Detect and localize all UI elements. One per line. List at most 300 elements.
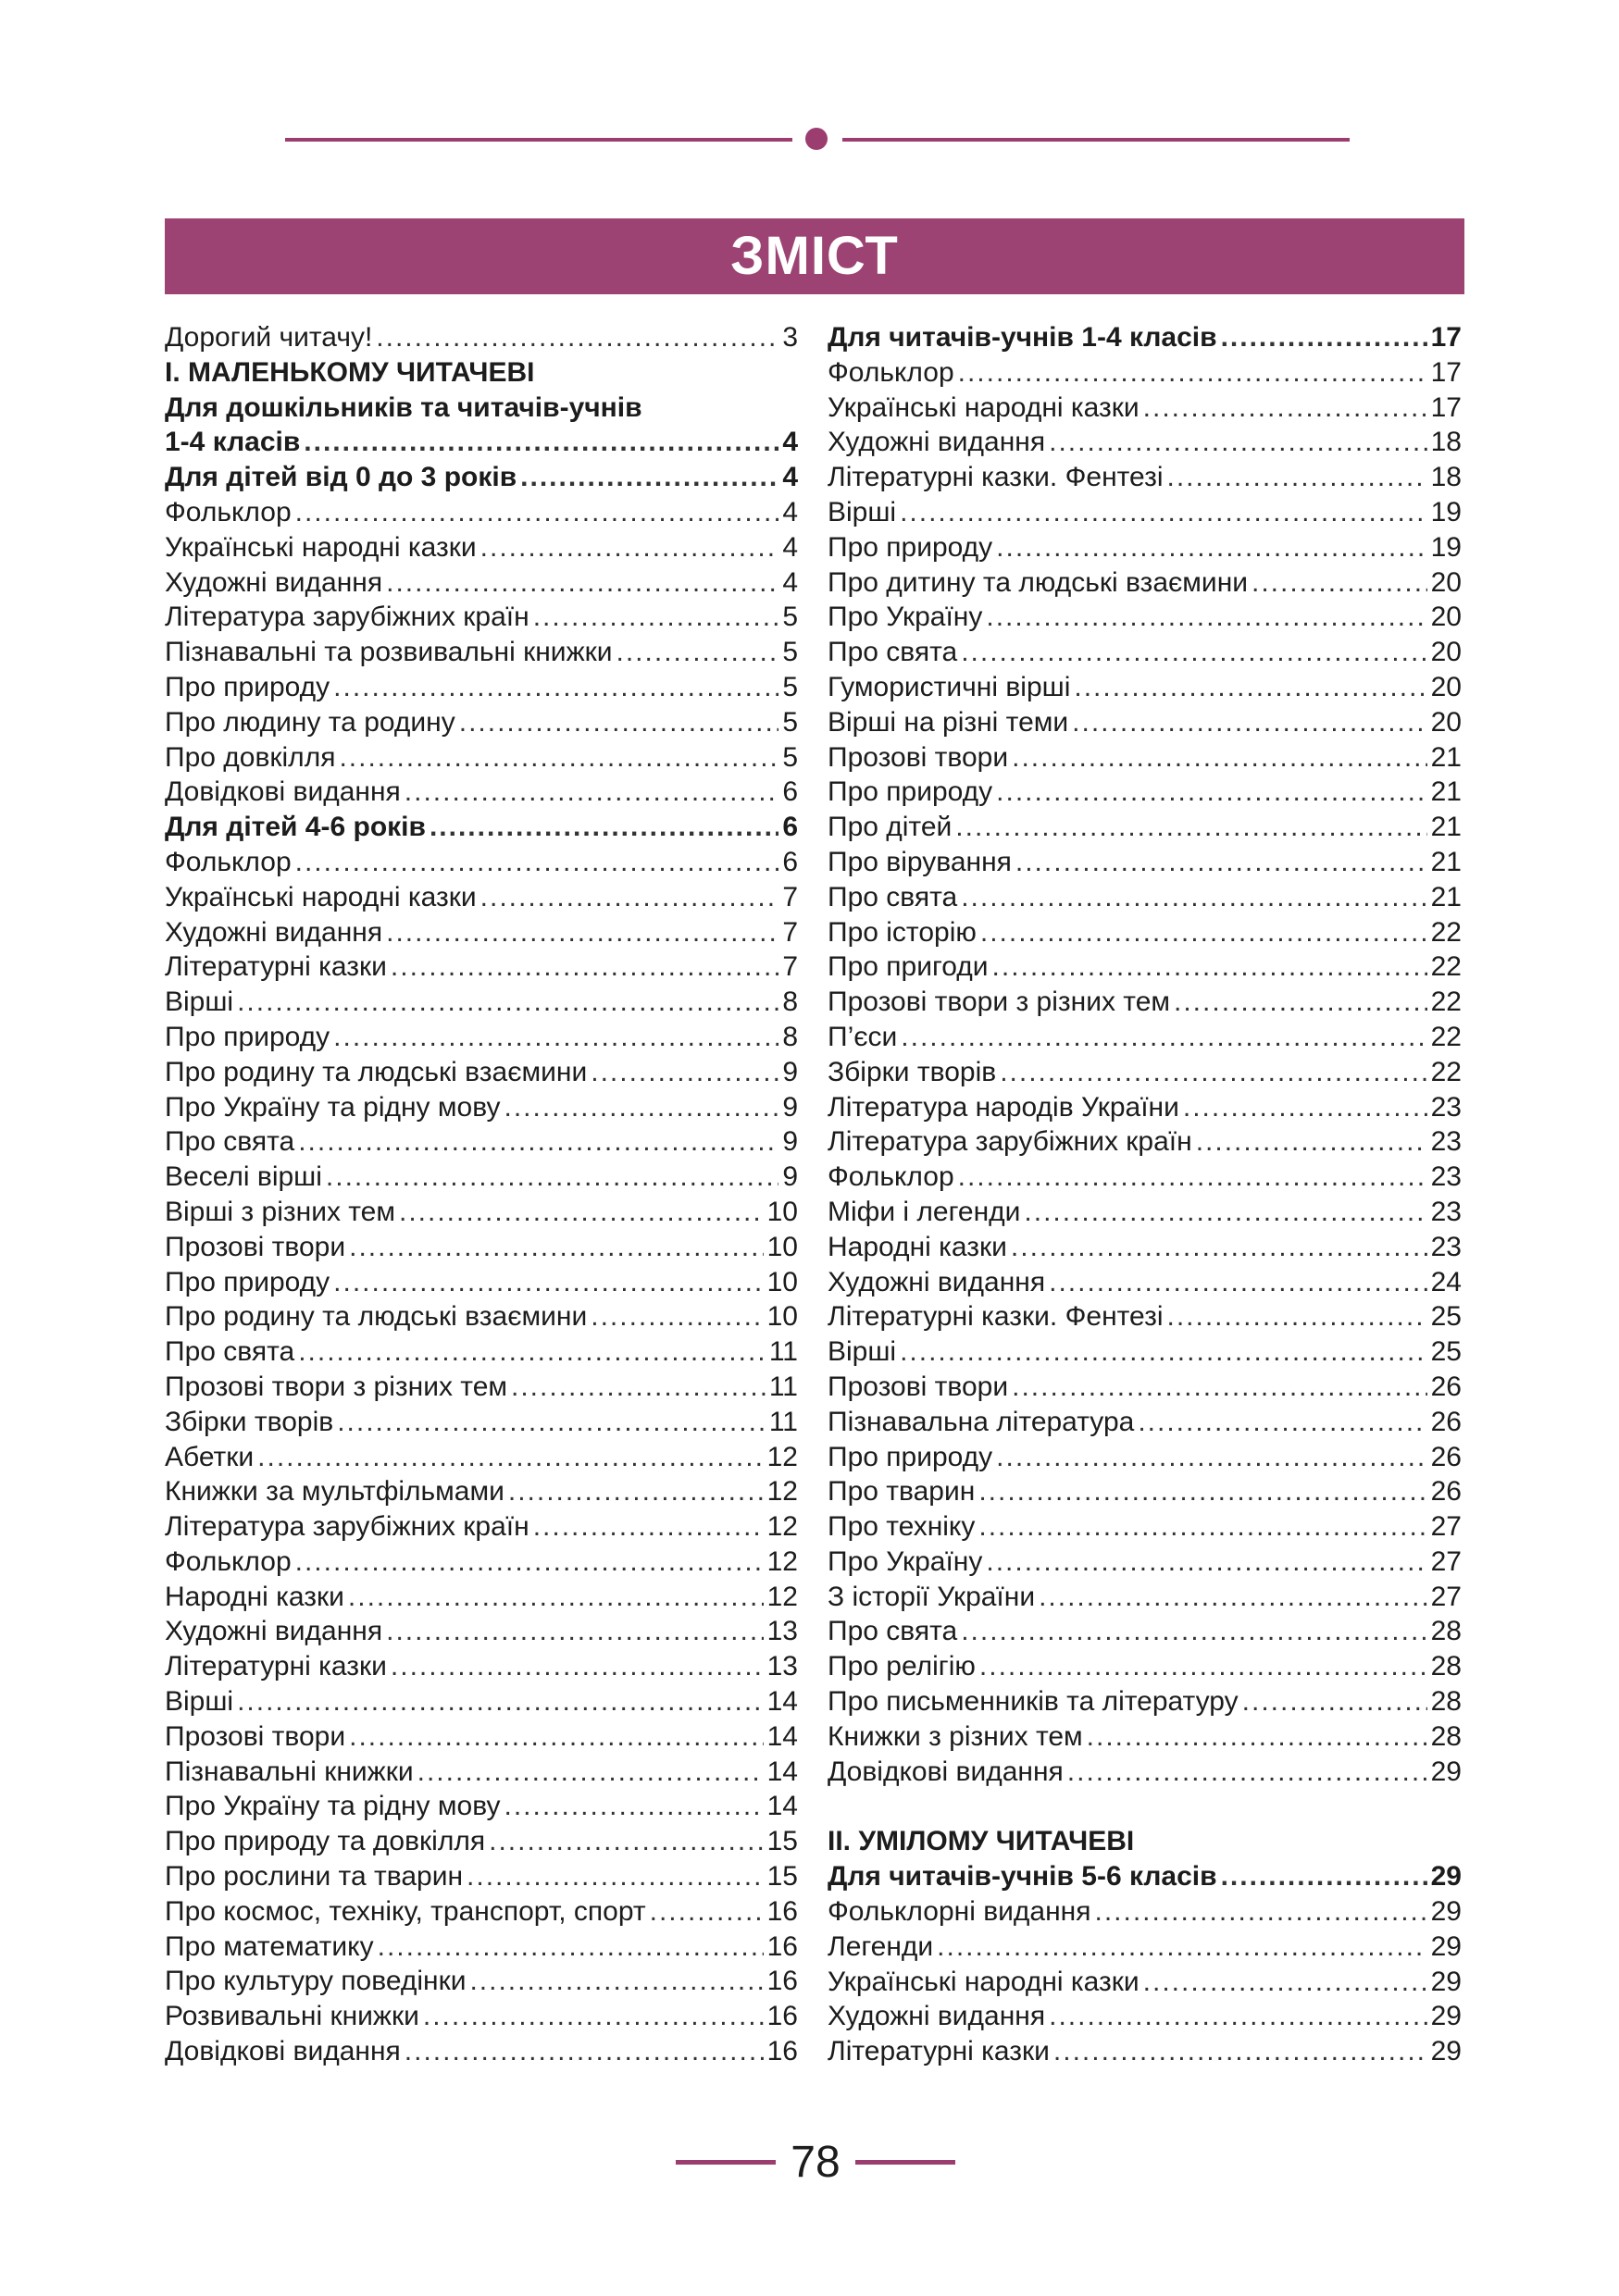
toc-leader-dots (1087, 1719, 1427, 1755)
toc-leader-dots (480, 530, 779, 565)
toc-entry-page: 14 (766, 1720, 798, 1752)
toc-entry (165, 460, 798, 495)
toc-entry (828, 600, 1462, 635)
toc-leader-dots (333, 670, 778, 705)
toc-entry-page: 4 (782, 531, 798, 563)
toc-leader-dots (405, 775, 779, 810)
toc-entry-page: 27 (1430, 1581, 1462, 1612)
toc-entry-title: Народні казки (165, 1581, 344, 1612)
toc-leader-dots (417, 1755, 764, 1790)
toc-entry-page: 26 (1430, 1406, 1462, 1437)
toc-entry (165, 1124, 798, 1160)
toc-entry-title: Пізнавальна література (828, 1406, 1135, 1437)
toc-entry-page: 29 (1430, 2001, 1462, 2032)
toc-entry (828, 1055, 1462, 1090)
toc-entry-title: Пізнавальні та розвивальні книжки (165, 637, 613, 668)
toc-leader-dots (996, 1440, 1426, 1475)
toc-entry-title: Літературні казки (165, 951, 387, 983)
toc-entry (828, 1124, 1462, 1160)
toc-entry-title: Художні видання (165, 1616, 383, 1647)
toc-entry-title: Про Україну та рідну мову (165, 1791, 501, 1822)
toc-leader-dots (459, 705, 779, 740)
toc-entry (828, 1230, 1462, 1265)
toc-entry (828, 1999, 1462, 2034)
toc-entry-title: Літературні казки (165, 1651, 387, 1682)
toc-entry (828, 530, 1462, 565)
toc-entry (828, 355, 1462, 391)
toc-entry-page: 14 (766, 1791, 798, 1822)
toc-entry (165, 530, 798, 565)
toc-entry-page: 12 (766, 1511, 798, 1543)
toc-entry-page: 8 (782, 1021, 798, 1052)
toc-entry (165, 810, 798, 845)
toc-leader-dots (349, 1230, 764, 1265)
toc-entry (828, 740, 1462, 776)
toc-leader-dots (349, 1719, 764, 1755)
toc-entry-title: Фольклор (165, 1545, 292, 1577)
toc-entry (165, 1580, 798, 1615)
toc-entry-title: Дорогий читачу! (165, 322, 373, 353)
toc-entry (165, 845, 798, 880)
title-banner (165, 218, 1464, 294)
toc-leader-dots (504, 1789, 763, 1824)
toc-leader-dots (337, 1405, 766, 1440)
toc-entry (828, 1370, 1462, 1405)
toc-entry (828, 2034, 1462, 2069)
toc-entry (828, 1474, 1462, 1509)
toc-entry (828, 949, 1462, 985)
toc-leader-dots (1196, 1124, 1427, 1160)
toc-leader-dots (1039, 1580, 1427, 1615)
toc-leader-dots (961, 880, 1426, 915)
toc-entry-page: 29 (1430, 1861, 1462, 1893)
toc-entry-title: Художні видання (165, 916, 383, 948)
toc-entry-title: Про Україну (828, 602, 983, 633)
toc-entry (165, 985, 798, 1020)
toc-entry-page: 19 (1430, 496, 1462, 527)
toc-entry (828, 1545, 1462, 1580)
toc-entry (165, 495, 798, 530)
toc-entry (165, 1649, 798, 1684)
toc-entry-title: Українські народні казки (165, 881, 477, 912)
toc-entry-title: Про родину та людські взаємини (165, 1056, 588, 1087)
toc-entry-page: 12 (766, 1581, 798, 1612)
toc-entry-title: Про Україну (828, 1545, 983, 1577)
toc-entry (828, 1930, 1462, 1965)
toc-entry-page: 26 (1430, 1441, 1462, 1472)
toc-entry-title: Про рослини та тварин (165, 1861, 464, 1893)
toc-entry-page: 7 (782, 951, 798, 983)
toc-leader-dots (1167, 1299, 1427, 1334)
toc-leader-dots (1015, 845, 1427, 880)
toc-entry-page: 22 (1430, 916, 1462, 948)
toc-entry-page: 17 (1430, 391, 1462, 423)
toc-entry-title: Фольклор (165, 496, 292, 527)
toc-entry-page: 25 (1430, 1336, 1462, 1368)
toc-entry-page: 12 (766, 1476, 798, 1508)
toc-entry-title: Народні казки (828, 1231, 1007, 1262)
toc-entry-title: Збірки творів (165, 1406, 334, 1437)
toc-entry-title: Про історію (828, 916, 977, 948)
toc-entry (828, 1894, 1462, 1930)
toc-entry (165, 1299, 798, 1334)
toc-entry-title: Прозові твори (165, 1231, 346, 1262)
toc-leader-dots (1067, 1755, 1427, 1790)
toc-entry-title: Збірки творів (828, 1056, 997, 1087)
toc-entry-title: Фольклор (828, 356, 954, 388)
toc-leader-dots (992, 949, 1427, 985)
toc-entry-page: 21 (1430, 812, 1462, 843)
toc-entry-title: Книжки з різних тем (828, 1720, 1083, 1752)
toc-entry-page: 7 (782, 881, 798, 912)
toc-entry (828, 1160, 1462, 1195)
toc-leader-dots (1049, 1265, 1427, 1300)
toc-entry-page: 5 (782, 602, 798, 633)
toc-entry (165, 1230, 798, 1265)
toc-entry (165, 1545, 798, 1580)
toc-leader-dots (1252, 565, 1427, 601)
toc-entry-page: 10 (766, 1266, 798, 1297)
toc-entry (165, 1684, 798, 1719)
toc-leader-dots (980, 915, 1427, 950)
page-number: 78 (791, 2137, 841, 2187)
toc-entry (165, 1370, 798, 1405)
toc-entry (165, 1894, 798, 1930)
toc-entry-title: Література народів України (828, 1091, 1179, 1123)
toc-entry-page: 6 (782, 812, 798, 843)
toc-entry-page: 26 (1430, 1476, 1462, 1508)
toc-leader-dots (386, 1614, 764, 1649)
toc-entry-title: Фольклорні видання (828, 1896, 1091, 1928)
toc-leader-dots (937, 1930, 1426, 1965)
toc-entry (165, 1195, 798, 1230)
toc-leader-dots (333, 1265, 763, 1300)
toc-leader-dots (326, 1160, 778, 1195)
toc-entry-title: Вірші (165, 987, 234, 1018)
toc-entry-title: Прозові твори з різних тем (828, 987, 1171, 1018)
toc-entry (828, 565, 1462, 601)
toc-leader-dots (339, 740, 778, 776)
toc-leader-dots (591, 1299, 763, 1334)
toc-entry (828, 985, 1462, 1020)
toc-entry (165, 565, 798, 601)
footer-line-left (676, 2160, 776, 2165)
toc-entry-page: 21 (1430, 776, 1462, 808)
toc-entry-title: Довідкові видання (828, 1756, 1064, 1787)
toc-entry-title: Про свята (165, 1126, 295, 1158)
toc-leader-dots (1221, 320, 1427, 355)
toc-leader-dots (533, 1509, 764, 1545)
toc-leader-dots (979, 1649, 1427, 1684)
toc-entry-page: 20 (1430, 706, 1462, 738)
toc-entry-page: 4 (782, 566, 798, 598)
toc-entry (828, 460, 1462, 495)
toc-leader-dots (996, 530, 1426, 565)
footer-line-right (855, 2160, 955, 2165)
toc-entry-page: 16 (766, 2036, 798, 2067)
toc-entry (165, 1824, 798, 1859)
toc-entry-title: ІІ. УМІЛОМУ ЧИТАЧЕВІ (828, 1826, 1135, 1857)
toc-leader-dots (511, 1370, 766, 1405)
toc-entry-page: 5 (782, 741, 798, 773)
toc-leader-dots (958, 355, 1427, 391)
toc-entry-title: Про техніку (828, 1511, 976, 1543)
toc-entry (828, 1509, 1462, 1545)
toc-leader-dots (295, 495, 779, 530)
toc-entry-page: 29 (1430, 2036, 1462, 2067)
toc-entry-page: 5 (782, 671, 798, 702)
toc-entry-title: Довідкові видання (165, 2036, 401, 2067)
toc-entry-page: 28 (1430, 1616, 1462, 1647)
toc-entry (165, 1474, 798, 1509)
toc-entry (828, 915, 1462, 950)
toc-entry (165, 1719, 798, 1755)
toc-entry-title: Про свята (828, 1616, 958, 1647)
toc-entry-title: Література зарубіжних країн (165, 1511, 529, 1543)
toc-entry-title: Для читачів-учнів 5-6 класів (828, 1861, 1217, 1893)
toc-entry (828, 775, 1462, 810)
toc-leader-dots (533, 600, 779, 635)
toc-entry (828, 1020, 1462, 1055)
toc-entry-page: 11 (768, 1371, 798, 1402)
toc-entry-title: Про культуру поведінки (165, 1966, 467, 1997)
toc-leader-dots (391, 949, 778, 985)
toc-entry-title: Українські народні казки (828, 391, 1140, 423)
toc-entry-page: 14 (766, 1686, 798, 1718)
toc-entry (165, 355, 798, 391)
toc-leader-dots (298, 1124, 778, 1160)
toc-entry (165, 740, 798, 776)
toc-entry-title: Літературні казки. Фентезі (828, 462, 1164, 493)
toc-entry-title: Про природу (165, 671, 330, 702)
toc-entry-page: 14 (766, 1756, 798, 1787)
toc-entry (165, 1509, 798, 1545)
toc-entry-title: Про родину та людські взаємини (165, 1301, 588, 1333)
toc-leader-dots (1012, 740, 1427, 776)
toc-entry (828, 880, 1462, 915)
toc-entry (828, 1195, 1462, 1230)
toc-entry-page: 12 (766, 1545, 798, 1577)
toc-leader-dots (1138, 1405, 1426, 1440)
toc-entry-page: 20 (1430, 671, 1462, 702)
toc-entry (828, 391, 1462, 426)
toc-entry-page: 20 (1430, 602, 1462, 633)
toc-entry-page: 20 (1430, 566, 1462, 598)
toc-entry-title: З історії України (828, 1581, 1036, 1612)
toc-entry-page: 23 (1430, 1161, 1462, 1193)
toc-entry (165, 1055, 798, 1090)
toc-leader-dots (1183, 1090, 1427, 1125)
toc-entry-page: 24 (1430, 1266, 1462, 1297)
toc-entry-page: 15 (766, 1826, 798, 1857)
page-footer (672, 2134, 959, 2190)
toc-entry-title: Гумористичні вірші (828, 671, 1071, 702)
toc-entry (165, 1755, 798, 1790)
toc-entry-page: 27 (1430, 1545, 1462, 1577)
toc-entry-title: Для читачів-учнів 1-4 класів (828, 322, 1217, 353)
toc-entry-page: 19 (1430, 531, 1462, 563)
toc-entry (165, 1859, 798, 1894)
toc-leader-dots (900, 1334, 1427, 1370)
toc-entry (165, 1440, 798, 1475)
toc-leader-dots (978, 1474, 1426, 1509)
toc-leader-dots (1024, 1195, 1426, 1230)
toc-entry (165, 1334, 798, 1370)
toc-entry-title: Веселі вірші (165, 1161, 322, 1193)
rule-line-left (285, 138, 792, 142)
toc-entry-page: 10 (766, 1301, 798, 1333)
toc-entry-page: 9 (782, 1161, 798, 1193)
toc-entry (828, 1824, 1462, 1859)
toc-entry (828, 1265, 1462, 1300)
toc-entry-page: 18 (1430, 462, 1462, 493)
toc-entry-title: П’єси (828, 1021, 898, 1052)
toc-entry-page: 18 (1430, 427, 1462, 458)
toc-entry-title: Вірші (165, 1686, 234, 1718)
toc-leader-dots (508, 1474, 764, 1509)
toc-entry-title: Літературні казки (828, 2036, 1050, 2067)
toc-entry-title: Довідкові видання (165, 776, 401, 808)
toc-leader-dots (1143, 1965, 1427, 2000)
toc-entry (165, 600, 798, 635)
toc-entry-title: Художні видання (828, 427, 1046, 458)
toc-entry-page: 11 (768, 1336, 798, 1368)
toc-entry (828, 670, 1462, 705)
toc-leader-dots (399, 1195, 764, 1230)
toc-entry (165, 425, 798, 460)
toc-entry (828, 1334, 1462, 1370)
toc-leader-dots (955, 810, 1426, 845)
toc-entry (828, 1965, 1462, 2000)
toc-leader-dots (591, 1055, 778, 1090)
toc-entry (165, 1265, 798, 1300)
toc-entry-page: 25 (1430, 1301, 1462, 1333)
toc-leader-dots (348, 1580, 764, 1615)
toc-entry-title: Про природу (828, 1441, 993, 1472)
toc-entry (165, 1160, 798, 1195)
toc-leader-dots (295, 845, 779, 880)
toc-right-column (828, 320, 1462, 2069)
toc-entry-title: Про природу та довкілля (165, 1826, 486, 1857)
toc-leader-dots (1174, 985, 1427, 1020)
toc-entry-title: І. МАЛЕНЬКОМУ ЧИТАЧЕВІ (165, 356, 535, 388)
toc-entry (828, 1859, 1462, 1894)
toc-entry-title: Про дитину та людські взаємини (828, 566, 1249, 598)
toc-entry-title: Художні видання (828, 1266, 1046, 1297)
toc-leader-dots (900, 495, 1427, 530)
toc-entry-page: 15 (766, 1861, 798, 1893)
toc-entry (165, 1405, 798, 1440)
toc-leader-dots (961, 635, 1426, 670)
toc-entry (828, 845, 1462, 880)
toc-entry-title: Про математику (165, 1930, 374, 1962)
toc-entry (828, 1684, 1462, 1719)
toc-entry (165, 1789, 798, 1824)
toc-entry-title: Пізнавальні книжки (165, 1756, 414, 1787)
toc-leader-dots (901, 1020, 1426, 1055)
toc-leader-dots (1143, 391, 1427, 426)
toc-leader-dots (378, 1930, 764, 1965)
toc-entry (165, 391, 798, 426)
rule-dot (805, 128, 828, 150)
toc-entry-page: 29 (1430, 1756, 1462, 1787)
toc-leader-dots (469, 1964, 763, 1999)
toc-entry (165, 880, 798, 915)
toc-entry-title: Про пригоди (828, 951, 989, 983)
toc-entry (165, 775, 798, 810)
toc-leader-dots (1074, 670, 1426, 705)
toc-leader-dots (386, 565, 778, 601)
toc-entry-page: 28 (1430, 1720, 1462, 1752)
toc-entry-page: 5 (782, 637, 798, 668)
toc-entry (165, 320, 798, 355)
toc-entry-title: Про релігію (828, 1651, 976, 1682)
toc-entry (828, 1405, 1462, 1440)
toc-entry-page: 6 (782, 776, 798, 808)
toc-entry-page: 4 (782, 427, 798, 458)
toc-entry-page: 22 (1430, 987, 1462, 1018)
toc-entry (828, 705, 1462, 740)
toc-entry-title: Література зарубіжних країн (165, 602, 529, 633)
toc-entry-page: 10 (766, 1231, 798, 1262)
toc-leader-dots (961, 1614, 1426, 1649)
toc-entry-page: 21 (1430, 741, 1462, 773)
toc-leader-dots (650, 1894, 764, 1930)
top-decorative-rule (285, 133, 1350, 146)
toc-leader-dots (1221, 1859, 1427, 1894)
toc-entry-page: 16 (766, 1930, 798, 1962)
toc-entry-title: Про письменників та літературу (828, 1686, 1239, 1718)
toc-entry-page: 23 (1430, 1231, 1462, 1262)
toc-entry-title: Про космос, техніку, транспорт, спорт (165, 1895, 646, 1927)
rule-line-right (842, 138, 1350, 142)
toc-entry-title: Прозові твори (165, 1720, 346, 1752)
toc-entry-title: Прозові твори (828, 741, 1009, 773)
toc-entry-page: 12 (766, 1441, 798, 1472)
toc-entry (828, 320, 1462, 355)
toc-entry-page: 17 (1430, 322, 1462, 353)
toc-entry-title: Про дітей (828, 812, 953, 843)
toc-entry (828, 1440, 1462, 1475)
toc-leader-dots (958, 1160, 1427, 1195)
toc-entry-page: 26 (1430, 1371, 1462, 1402)
toc-entry-page: 13 (766, 1616, 798, 1647)
toc-entry (165, 670, 798, 705)
toc-entry-page: 22 (1430, 1021, 1462, 1052)
toc-left-column (165, 320, 798, 2069)
toc-entry (165, 2034, 798, 2069)
toc-entry-page: 7 (782, 916, 798, 948)
toc-entry-page: 8 (782, 987, 798, 1018)
toc-entry-page: 29 (1430, 1966, 1462, 1997)
toc-leader-dots (986, 1545, 1426, 1580)
toc-entry-title: Про людину та родину (165, 706, 455, 738)
toc-leader-dots (1049, 1999, 1427, 2034)
toc-leader-dots (1049, 425, 1427, 460)
toc-entry (828, 495, 1462, 530)
toc-entry-page: 27 (1430, 1511, 1462, 1543)
toc-leader-dots (467, 1859, 764, 1894)
toc-entry-title: Міфи і легенди (828, 1196, 1021, 1227)
toc-entry-page: 28 (1430, 1686, 1462, 1718)
toc-leader-dots (1011, 1230, 1427, 1265)
toc-entry-title: Вірші з різних тем (165, 1196, 395, 1227)
toc-entry-title: Художні видання (828, 2001, 1046, 2032)
toc-entry-title: Про вірування (828, 846, 1012, 877)
toc-leader-dots (1000, 1055, 1426, 1090)
toc-entry (828, 1299, 1462, 1334)
toc-entry-title: Про природу (165, 1266, 330, 1297)
